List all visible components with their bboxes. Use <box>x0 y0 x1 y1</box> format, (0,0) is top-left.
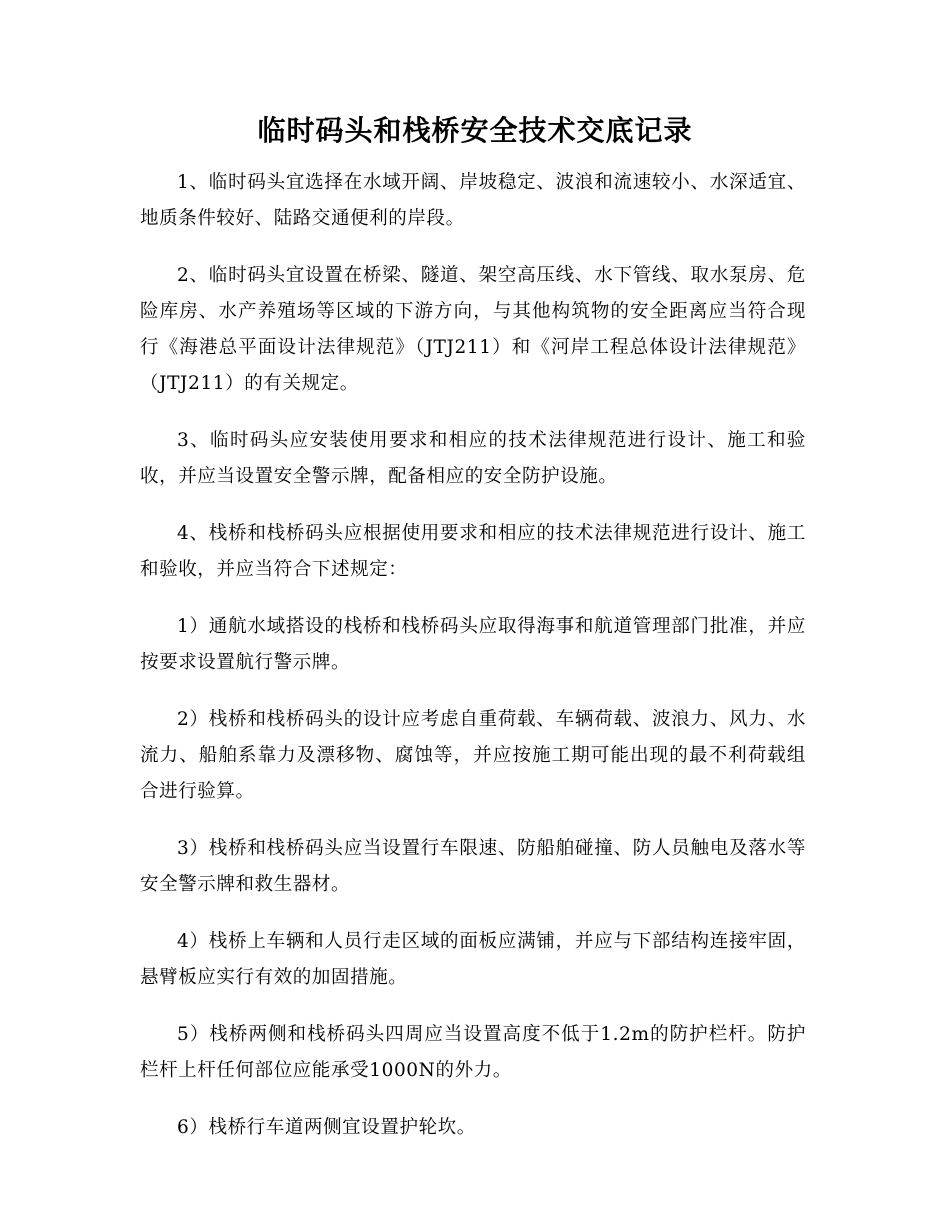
document-title: 临时码头和栈桥安全技术交底记录 <box>257 114 693 147</box>
paragraph-3: 3、临时码头应安装使用要求和相应的技术法律规范进行设计、施工和验收，并应当设置安全警示牌，配备相应的安全防护设施。 <box>140 430 806 487</box>
sub-item-2: 2）栈桥和栈桥码头的设计应考虑自重荷载、车辆荷载、波浪力、风力、水流力、船舶系靠力及漂移物、腐蚀等，并应按施工期可能出现的最不利荷载组合进行验算。 <box>140 709 806 802</box>
sub-item-3: 3）栈桥和栈桥码头应当设置行车限速、防船舶碰撞、防人员触电及落水等安全警示牌和救生器材。 <box>140 838 806 895</box>
paragraph-2: 2、临时码头宜设置在桥梁、隧道、架空高压线、水下管线、取水泵房、危险库房、水产养殖场等区域的下游方向，与其他构筑物的安全距离应当符合现行《海港总平面设计法律规范》（JTJ211）和《河岸工程总体设计法律规范》（JTJ211）的有关规定。 <box>140 265 806 394</box>
sub-item-5: 5）栈桥两侧和栈桥码头四周应当设置高度不低于1.2m的防护栏杆。防护栏杆上杆任何部位应能承受1000N的外力。 <box>140 1024 806 1081</box>
sub-item-1: 1）通航水域搭设的栈桥和栈桥码头应取得海事和航道管理部门批准，并应按要求设置航行警示牌。 <box>140 616 806 673</box>
sub-item-6: 6）栈桥行车道两侧宜设置护轮坎。 <box>177 1117 476 1138</box>
paragraph-1: 1、临时码头宜选择在水域开阔、岸坡稳定、波浪和流速较小、水深适宜、地质条件较好、陆路交通便利的岸段。 <box>140 172 806 229</box>
sub-item-4: 4）栈桥上车辆和人员行走区域的面板应满铺，并应与下部结构连接牢固，悬臂板应实行有效的加固措施。 <box>140 931 806 988</box>
document-body <box>140 165 806 1167</box>
paragraph-4: 4、栈桥和栈桥码头应根据使用要求和相应的技术法律规范进行设计、施工和验收，并应当符合下述规定： <box>140 523 806 580</box>
